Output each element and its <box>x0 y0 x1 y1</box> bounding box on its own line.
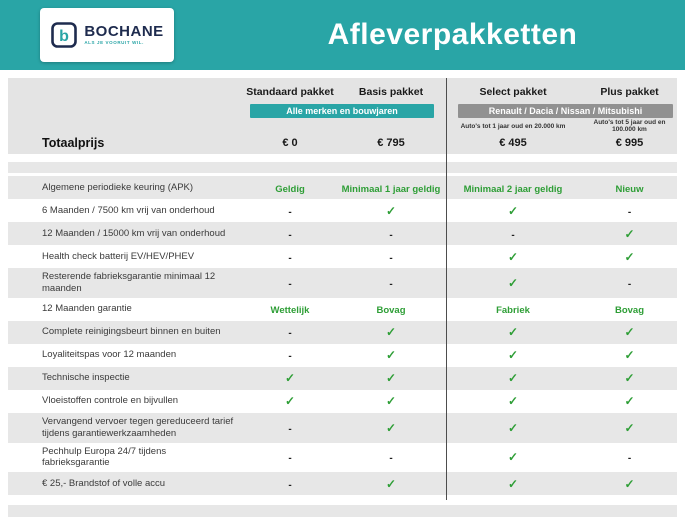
cell-standaard <box>242 369 338 387</box>
total-price-standaard: € 0 <box>282 136 298 149</box>
column-header-select-pakket: Select pakket <box>479 86 547 98</box>
bochane-logo-icon <box>50 21 78 49</box>
dash-mark: - <box>288 351 292 363</box>
badge-brands: Renault / Dacia / Nissan / Mitsubishi <box>458 104 673 118</box>
feature-label: Vervangend vervoer tegen gereduceerd tarief tijdens garantiewerkzaamheden <box>42 415 234 439</box>
check-icon: ✓ <box>624 420 635 435</box>
cell-basis <box>338 225 444 243</box>
table-row <box>8 443 677 473</box>
cell-standaard <box>242 323 338 341</box>
check-icon: ✓ <box>284 371 296 386</box>
cell-plus <box>582 369 677 387</box>
cell-basis <box>338 346 444 364</box>
group-badges-row <box>8 102 677 119</box>
dash-mark: - <box>511 229 515 241</box>
table-row <box>8 245 677 268</box>
feature-label: € 25,- Brandstof of volle accu <box>42 477 166 489</box>
check-icon: ✓ <box>284 394 296 409</box>
cell-standaard <box>242 346 338 364</box>
check-icon: ✓ <box>624 325 635 340</box>
cell-plus <box>582 202 677 220</box>
table-row <box>8 222 677 245</box>
dash-mark: - <box>389 229 393 241</box>
cell-basis <box>338 179 444 197</box>
check-icon: ✓ <box>624 348 635 363</box>
svg-text:b: b <box>59 28 70 45</box>
check-icon: ✓ <box>507 420 519 435</box>
cell-select <box>444 248 582 266</box>
cell-standaard <box>242 225 338 243</box>
cell-plus <box>582 346 677 364</box>
dash-mark: - <box>288 252 292 264</box>
check-icon: ✓ <box>507 249 519 264</box>
check-icon: ✓ <box>385 394 397 409</box>
table-row <box>8 298 677 321</box>
dash-mark: - <box>288 229 292 241</box>
cell-standaard <box>242 179 338 197</box>
dash-mark: - <box>389 453 393 465</box>
dash-mark: - <box>389 252 393 264</box>
cell-basis <box>338 202 444 220</box>
cell-plus <box>582 179 677 197</box>
cell-basis <box>338 323 444 341</box>
feature-value: Fabriek <box>496 305 530 317</box>
brand-name: BOCHANE <box>84 23 164 41</box>
table-row <box>8 472 677 495</box>
cell-basis <box>338 300 444 318</box>
table-row <box>8 321 677 344</box>
column-headers-row <box>8 78 677 102</box>
feature-value: Bovag <box>376 305 406 317</box>
cell-select <box>444 369 582 387</box>
cell-select <box>444 179 582 197</box>
table-row <box>8 367 677 390</box>
badge-alle-merken: Alle merken en bouwjaren <box>250 104 434 118</box>
check-icon: ✓ <box>624 371 635 386</box>
check-icon: ✓ <box>624 226 635 241</box>
cell-basis <box>338 448 444 466</box>
cell-select <box>444 448 582 466</box>
dash-mark: - <box>389 278 393 290</box>
cell-plus <box>582 323 677 341</box>
total-price-plus: € 995 <box>615 136 644 149</box>
cell-select <box>444 323 582 341</box>
check-icon: ✓ <box>385 420 397 435</box>
feature-label: Algemene periodieke keuring (APK) <box>42 181 194 193</box>
dash-mark: - <box>288 206 292 218</box>
feature-value: Bovag <box>614 305 645 317</box>
column-header-standaard-pakket: Standaard pakket <box>246 86 334 98</box>
dash-mark: - <box>627 206 632 218</box>
empty-gray-row <box>8 162 677 173</box>
cell-standaard <box>242 248 338 266</box>
feature-rows <box>8 176 677 495</box>
column-header-plus-pakket: Plus pakket <box>600 86 659 98</box>
dash-mark: - <box>627 278 632 290</box>
note-plus-pakket: Auto's tot 5 jaar oud en 100.000 km <box>593 119 666 133</box>
check-icon: ✓ <box>624 394 635 409</box>
cell-basis <box>338 419 444 437</box>
cell-select <box>444 300 582 318</box>
total-price-row <box>8 131 677 154</box>
feature-value: Nieuw <box>615 183 644 195</box>
packages-table <box>8 78 677 508</box>
dash-mark: - <box>288 278 292 290</box>
table-row <box>8 344 677 367</box>
feature-label: Technische inspectie <box>42 372 130 384</box>
dash-mark: - <box>288 328 292 340</box>
cell-plus <box>582 274 677 292</box>
brand-text <box>84 24 163 46</box>
cell-plus <box>582 475 677 493</box>
cell-basis <box>338 369 444 387</box>
feature-label: 6 Maanden / 7500 km vrij van onderhoud <box>42 204 215 216</box>
cell-basis <box>338 274 444 292</box>
empty-gray-row-bottom <box>8 505 677 517</box>
group-divider <box>446 78 447 500</box>
table-row <box>8 268 677 298</box>
brand-tagline: ALS JE VOORUIT WIL. <box>84 40 144 46</box>
cell-basis <box>338 248 444 266</box>
feature-label: Complete reinigingsbeurt binnen en buiten <box>42 326 221 338</box>
check-icon: ✓ <box>624 249 635 264</box>
cell-standaard <box>242 448 338 466</box>
cell-plus <box>582 448 677 466</box>
cell-select <box>444 202 582 220</box>
spacer <box>8 154 677 162</box>
total-price-select: € 495 <box>499 136 527 149</box>
check-icon: ✓ <box>507 450 519 465</box>
table-row <box>8 390 677 413</box>
cell-select <box>444 346 582 364</box>
total-price-basis: € 795 <box>377 136 405 149</box>
table-row <box>8 199 677 222</box>
feature-label: Pechhulp Europa 24/7 tijdens fabrieksgarantie <box>42 445 167 469</box>
cell-select <box>444 419 582 437</box>
dash-mark: - <box>627 453 632 465</box>
cell-standaard <box>242 392 338 410</box>
feature-label: Vloeistoffen controle en bijvullen <box>42 395 179 407</box>
cell-standaard <box>242 300 338 318</box>
check-icon: ✓ <box>385 476 397 491</box>
table-row <box>8 413 677 443</box>
note-select-pakket: Auto's tot 1 jaar oud en 20.000 km <box>460 122 566 130</box>
check-icon: ✓ <box>507 348 519 363</box>
check-icon: ✓ <box>507 203 519 218</box>
cell-basis <box>338 475 444 493</box>
table-header <box>8 78 677 154</box>
cell-select <box>444 274 582 292</box>
cell-select <box>444 475 582 493</box>
check-icon: ✓ <box>507 394 519 409</box>
dash-mark: - <box>288 453 292 465</box>
cell-select <box>444 392 582 410</box>
table-row <box>8 176 677 199</box>
cell-standaard <box>242 419 338 437</box>
feature-label: Resterende fabrieksgarantie minimaal 12 maanden <box>42 271 216 294</box>
dash-mark: - <box>288 423 292 435</box>
cell-plus <box>582 300 677 318</box>
spacer <box>8 495 677 505</box>
feature-value: Minimaal 2 jaar geldig <box>463 183 563 195</box>
check-icon: ✓ <box>385 325 397 340</box>
total-price-label: Totaalprijs <box>42 135 105 150</box>
check-icon: ✓ <box>507 275 519 290</box>
feature-label: Loyaliteitspas voor 12 maanden <box>42 349 177 361</box>
header-bar <box>0 0 685 70</box>
check-icon: ✓ <box>507 371 519 386</box>
feature-value: Geldig <box>275 183 305 195</box>
cell-standaard <box>242 274 338 292</box>
check-icon: ✓ <box>507 325 519 340</box>
check-icon: ✓ <box>385 348 397 363</box>
feature-value: Wettelijk <box>270 305 310 317</box>
feature-label: Health check batterij EV/HEV/PHEV <box>42 250 195 262</box>
feature-label: 12 Maanden / 15000 km vrij van onderhoud <box>42 227 226 239</box>
bochane-logo <box>40 8 174 62</box>
cell-select <box>444 225 582 243</box>
feature-label: 12 Maanden garantie <box>42 303 132 315</box>
cell-standaard <box>242 475 338 493</box>
cell-plus <box>582 248 677 266</box>
cell-basis <box>338 392 444 410</box>
check-icon: ✓ <box>624 476 635 491</box>
check-icon: ✓ <box>385 371 397 386</box>
check-icon: ✓ <box>507 476 519 491</box>
cell-plus <box>582 419 677 437</box>
cell-plus <box>582 392 677 410</box>
sub-notes-row <box>8 119 677 131</box>
cell-plus <box>582 225 677 243</box>
cell-standaard <box>242 202 338 220</box>
dash-mark: - <box>288 479 292 491</box>
feature-value: Minimaal 1 jaar geldig <box>341 183 441 195</box>
column-header-basis-pakket: Basis pakket <box>358 86 424 98</box>
page-title: Afleverpakketten <box>327 18 578 51</box>
check-icon: ✓ <box>385 203 397 218</box>
